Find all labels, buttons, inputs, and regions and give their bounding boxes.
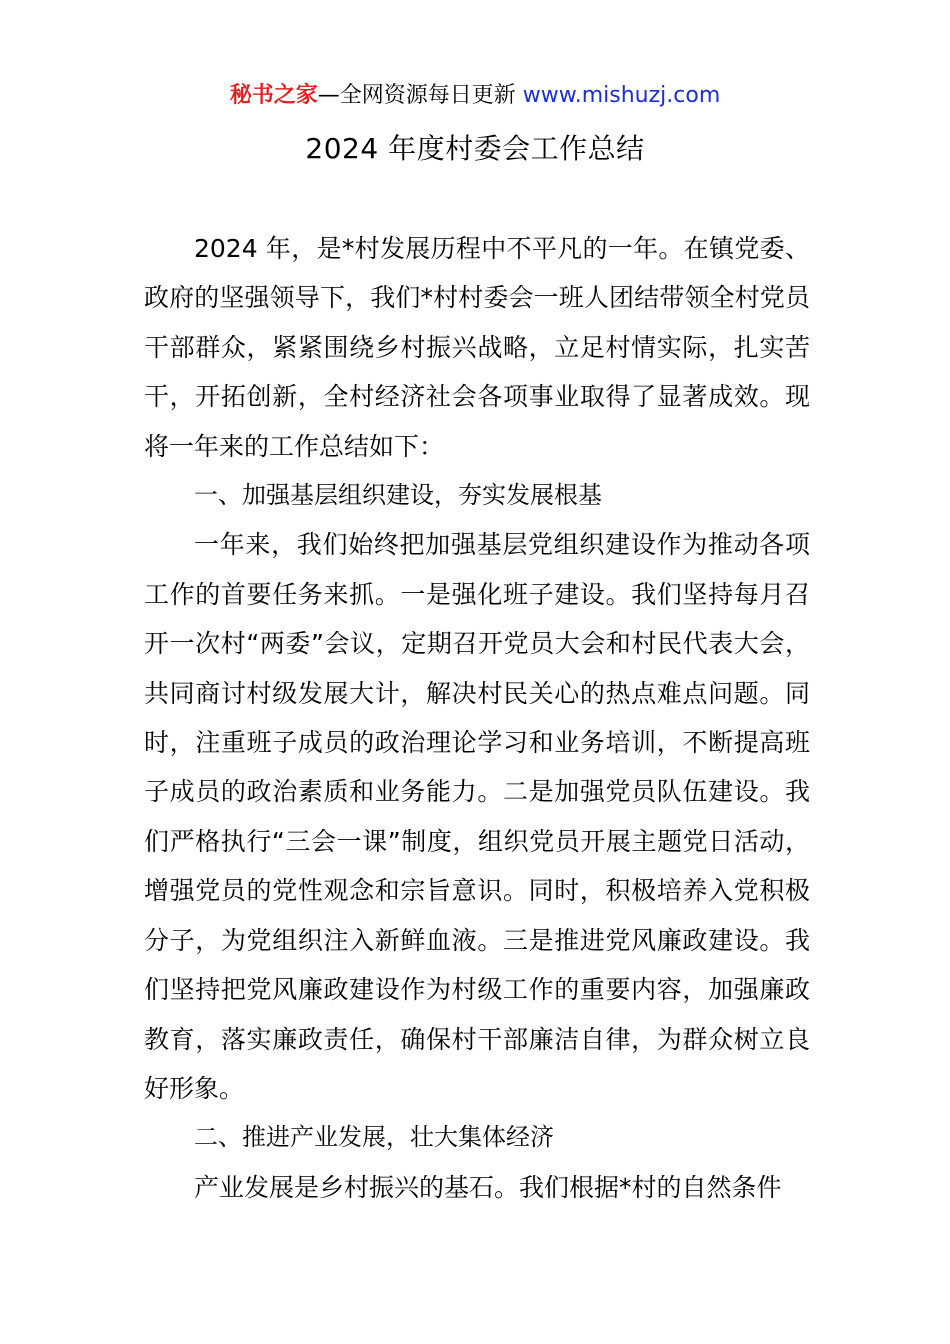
section-heading-2: 二、推进产业发展，壮大集体经济 (194, 1123, 554, 1152)
site-brand: 秘书之家 (229, 83, 318, 108)
site-url-link[interactable]: www.mishuzj.com (522, 83, 721, 108)
site-tagline: —全网资源每日更新 (317, 83, 523, 108)
section-2-paragraph: 产业发展是乡村振兴的基石。我们根据*村的自然条件 (194, 1172, 782, 1202)
document-body (144, 224, 810, 1212)
document-title: 2024 年度村委会工作总结 (305, 132, 645, 165)
section-1-paragraph: 一年来，我们始终把加强基层党组织建设作为推动各项工作的首要任务来抓。一是强化班子建设。我们坚持每月召开一次村“两委”会议，定期召开党员大会和村民代表大会，共同商讨村级发展大计，解决村民关心的热点难点问题。同时，注重班子成员的政治理论学习和业务培训，不断提高班子成员的政治素质和业务能力。二是加强党员队伍建设。我们严格执行“三会一课”制度，组织党员开展主题党日活动，增强党员的党性观念和宗旨意识。同时，积极培养入党积极分子，为党组织注入新鲜血液。三是推进党风廉政建设。我们坚持把党风廉政建设作为村级工作的重要内容，加强廉政教育，落实廉政责任，确保村干部廉洁自律，为群众树立良好形象。 (144, 530, 810, 1103)
intro-paragraph: 2024 年，是*村发展历程中不平凡的一年。在镇党委、政府的坚强领导下，我们*村村委会一班人团结带领全村党员干部群众，紧紧围绕乡村振兴战略，立足村情实际，扎实苦干，开拓创新，全村经济社会各项事业取得了显著成效。现将一年来的工作总结如下： (144, 234, 810, 461)
section-heading-1: 一、加强基层组织建设，夯实发展根基 (194, 481, 602, 510)
site-header (0, 80, 950, 112)
